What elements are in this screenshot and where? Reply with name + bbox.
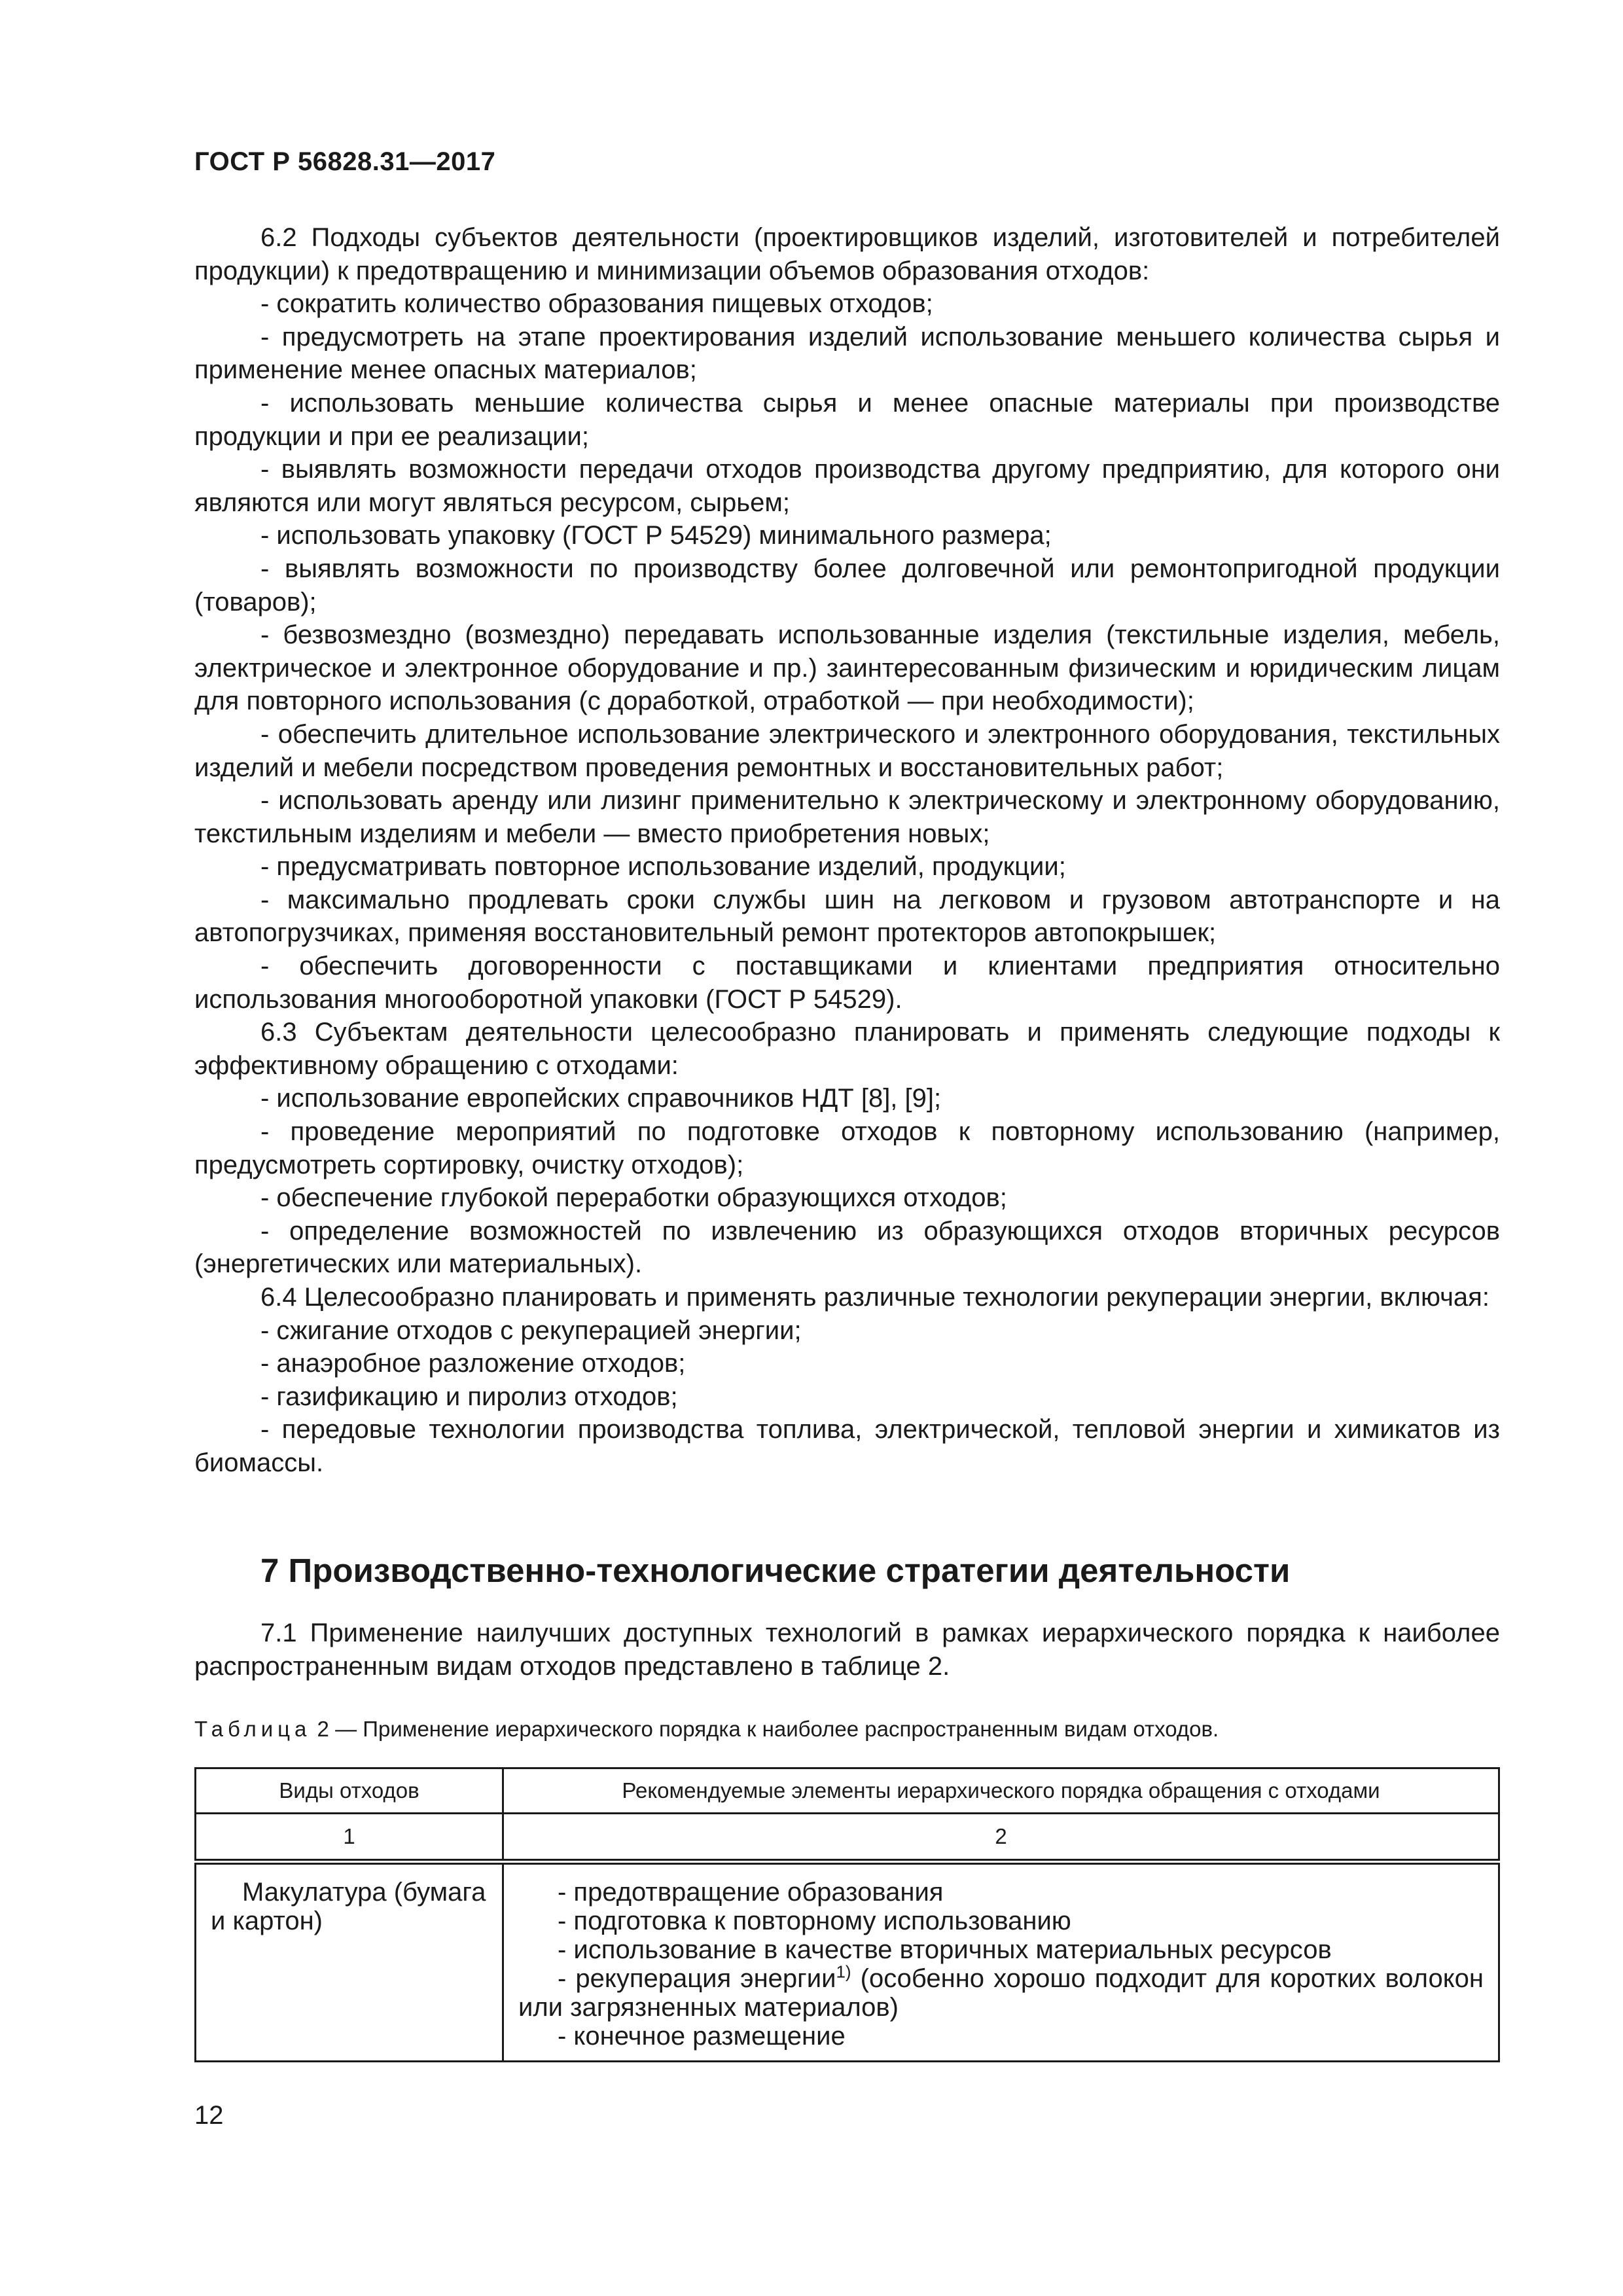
page-number: 12 [194, 2101, 224, 2130]
element-text: - рекуперация энергии [558, 1964, 836, 1993]
list-item: - безвозмездно (возмездно) передавать использованные изделия (текстильные изделия, мебель, электрическое и электронное оборудование и пр.) заинтересованным физическим и юридическим лицам для повторного использования (с доработкой, отработкой — при необходимости); [194, 620, 1500, 716]
list-item: - использовать упаковку (ГОСТ Р 54529) минимального размера; [260, 521, 1052, 550]
column-number-1: 1 [196, 1814, 503, 1862]
waste-hierarchy-table [194, 1767, 1500, 2062]
paragraph: 6.2 Подходы субъектов деятельности (проектировщиков изделий, изготовителей и потребителей продукции) к предотвращению и минимизации объемов образования отходов: [194, 223, 1500, 285]
list-item: - выявлять возможности по производству более долговечной или ремонтопригодной продукции (товаров); [194, 554, 1500, 617]
waste-type-line: Макулатура (бумага [242, 1878, 486, 1907]
list-item: - предусматривать повторное использование изделий, продукции; [260, 852, 1066, 882]
table-caption [194, 1717, 1219, 1742]
list-item: - обеспечение глубокой переработки образующихся отходов; [260, 1183, 1007, 1213]
waste-type-line: и картон) [211, 1907, 323, 1935]
list-item: - использовать аренду или лизинг применительно к электрическому и электронному оборудованию, текстильным изделиям и мебели — вместо приобретения новых; [194, 786, 1500, 848]
document-header: ГОСТ Р 56828.31—2017 [194, 147, 496, 176]
paragraph: 6.3 Субъектам деятельности целесообразно планировать и применять следующие подходы к эффективному обращению с отходами: [194, 1018, 1500, 1080]
hierarchy-element [518, 1964, 1484, 2022]
table-number-row [196, 1814, 1499, 1862]
section-title: 7 Производственно-технологические стратегии деятельности [260, 1552, 1291, 1589]
list-item: - газификацию и пиролиз отходов; [260, 1382, 678, 1411]
section-intro [194, 1617, 1500, 1683]
hierarchy-element: - конечное размещение [558, 2022, 846, 2051]
column-header-elements: Рекомендуемые элементы иерархического порядка обращения с отходами [503, 1768, 1499, 1814]
paragraph: 6.4 Целесообразно планировать и применять различные технологии рекуперации энергии, включая: [260, 1283, 1489, 1312]
section-paragraph: 7.1 Применение наилучших доступных технологий в рамках иерархического порядка к наиболее распространенным видам отходов представлено в таблице 2. [194, 1619, 1500, 1681]
column-header-waste-types: Виды отходов [196, 1768, 503, 1814]
list-item: - передовые технологии производства топлива, электрической, тепловой энергии и химикатов из биомассы. [194, 1415, 1500, 1477]
table-header-row [196, 1768, 1499, 1814]
list-item: - определение возможностей по извлечению из образующихся отходов вторичных ресурсов (энергетических или материальных). [194, 1216, 1500, 1279]
list-item: - использование европейских справочников НДТ [8], [9]; [260, 1084, 942, 1113]
footnote-mark: 1) [836, 1962, 851, 1982]
list-item: - проведение мероприятий по подготовке отходов к повторному использованию (например, предусмотреть сортировку, очистку отходов); [194, 1117, 1500, 1179]
hierarchy-element: - предотвращение образования [558, 1878, 944, 1907]
list-item: - максимально продлевать сроки службы шин на легковом и грузовом автотранспорте и на автопогрузчиках, применяя восстановительный ремонт протекторов автопокрышек; [194, 885, 1500, 948]
column-number-2: 2 [503, 1814, 1499, 1862]
list-item: - сократить количество образования пищевых отходов; [260, 289, 933, 319]
element-text: (особенно хорошо подходит для коротких волокон или загрязненных материалов) [518, 1964, 1484, 2022]
list-item: - анаэробное разложение отходов; [260, 1349, 686, 1378]
list-item: - обеспечить договоренности с поставщиками и клиентами предприятия относительно использования многооборотной упаковки (ГОСТ Р 54529). [194, 952, 1500, 1014]
body-text [194, 221, 1500, 1480]
list-item: - обеспечить длительное использование электрического и электронного оборудования, текстильных изделий и мебели посредством проведения ремонтных и восстановительных работ; [194, 719, 1500, 782]
hierarchy-element: - подготовка к повторному использованию [558, 1907, 1071, 1935]
table-caption-label: Таблица [194, 1717, 312, 1741]
hierarchy-elements-cell [503, 1862, 1499, 2062]
table-row [196, 1862, 1499, 2062]
list-item: - сжигание отходов с рекуперацией энергии; [260, 1316, 802, 1345]
list-item: - выявлять возможности передачи отходов производства другому предприятию, для которого они являются или могут являться ресурсом, сырьем; [194, 455, 1500, 517]
table-caption-text: 2 — Применение иерархического порядка к наиболее распространенным видам отходов. [311, 1717, 1219, 1741]
list-item: - использовать меньшие количества сырья и менее опасные материалы при производстве продукции и при ее реализации; [194, 388, 1500, 451]
list-item: - предусмотреть на этапе проектирования изделий использование меньшего количества сырья и применение менее опасных материалов; [194, 322, 1500, 385]
waste-type-cell [196, 1862, 503, 2062]
hierarchy-element: - использование в качестве вторичных материальных ресурсов [558, 1935, 1332, 1964]
